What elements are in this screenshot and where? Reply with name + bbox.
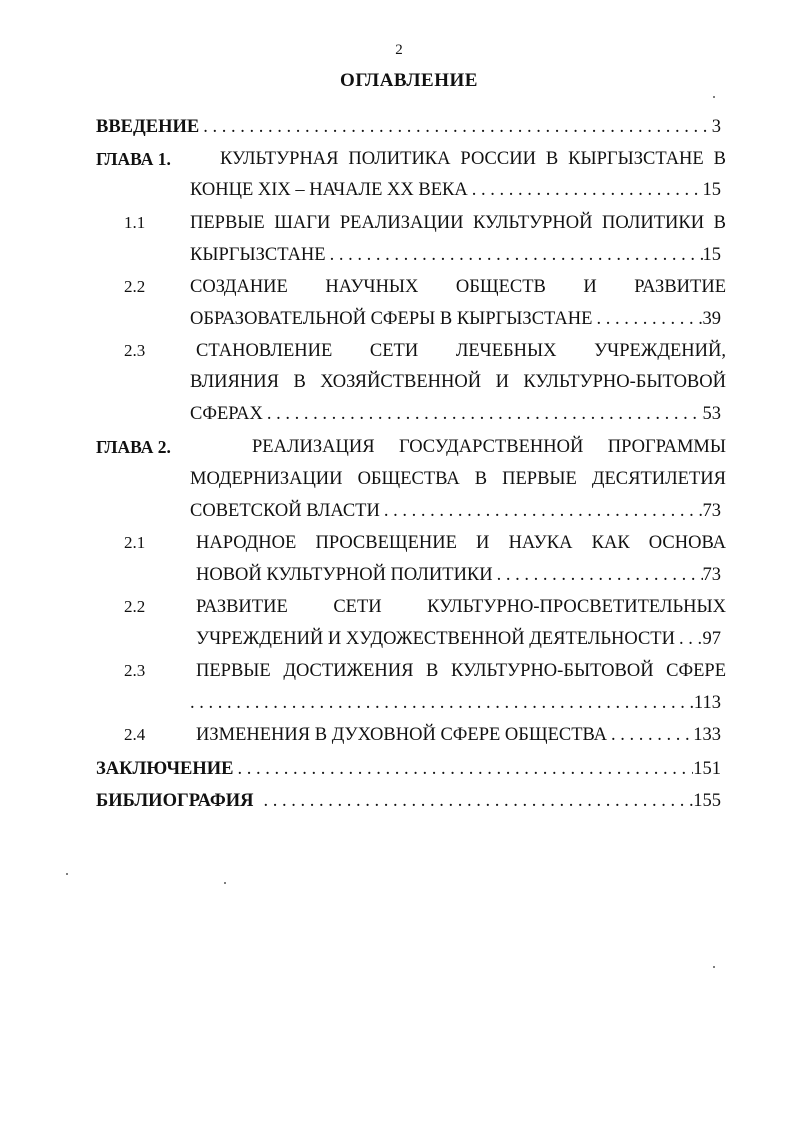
section-number: 2.4 (124, 725, 146, 744)
toc-title-line: ОБРАЗОВАТЕЛЬНОЙ СФЕРЫ В КЫРГЫЗСТАНЕ (190, 309, 593, 329)
dot-leader (675, 624, 703, 654)
toc-title-line: КУЛЬТУРНАЯ ПОЛИТИКА РОССИИ В КЫРГЫЗСТАНЕ В (220, 149, 726, 169)
chapter-label: ГЛАВА 2. (96, 437, 171, 457)
toc-title-line: ИЗМЕНЕНИЯ В ДУХОВНОЙ СФЕРЕ ОБЩЕСТВА (196, 725, 608, 745)
section-number: 2.3 (124, 341, 146, 360)
toc-title-line: КОНЦЕ XIX – НАЧАЛЕ XX ВЕКА (190, 180, 468, 200)
toc-page: 133 (693, 725, 721, 745)
dot-leader (380, 496, 703, 526)
dot-leader (468, 175, 703, 205)
toc-page: 15 (702, 180, 721, 200)
toc-title-line: СОВЕТСКОЙ ВЛАСТИ (190, 501, 380, 521)
dot-leader (592, 304, 702, 334)
toc-page: 73 (702, 501, 721, 521)
toc-title-line: УЧРЕЖДЕНИЙ И ХУДОЖЕСТВЕННОЙ ДЕЯТЕЛЬНОСТИ (196, 629, 675, 649)
page-title: ОГЛАВЛЕНИЕ (340, 70, 478, 91)
dot-leader (263, 399, 703, 429)
dot-leader (190, 688, 694, 718)
section-number: 2.3 (124, 661, 146, 680)
section-number: 2.1 (124, 533, 146, 552)
chapter-label: ГЛАВА 1. (96, 149, 171, 169)
toc-title-line: СОЗДАНИЕ НАУЧНЫХ ОБЩЕСТВ И РАЗВИТИЕ (190, 277, 726, 297)
dot-leader (234, 754, 694, 784)
section-number: 2.2 (124, 277, 146, 296)
dot-leader (607, 720, 693, 750)
toc-page: 97 (702, 629, 721, 649)
scan-speck (66, 873, 68, 875)
dot-leader (326, 240, 703, 270)
toc-page: 73 (702, 565, 721, 585)
toc-title-line: МОДЕРНИЗАЦИИ ОБЩЕСТВА В ПЕРВЫЕ ДЕСЯТИЛЕТИЯ (190, 469, 726, 489)
section-number: 2.2 (124, 597, 146, 616)
page-number: 2 (395, 42, 403, 58)
toc-title-line: НОВОЙ КУЛЬТУРНОЙ ПОЛИТИКИ (196, 565, 493, 585)
toc-label: ВВЕДЕНИЕ (96, 117, 200, 137)
toc-title-line: ВЛИЯНИЯ В ХОЗЯЙСТВЕННОЙ И КУЛЬТУРНО-БЫТОВОЙ (190, 372, 726, 392)
dot-leader (199, 112, 712, 142)
section-number: 1.1 (124, 213, 146, 232)
toc-title-line: ПЕРВЫЕ ДОСТИЖЕНИЯ В КУЛЬТУРНО-БЫТОВОЙ СФЕРЕ (196, 661, 726, 681)
toc-page: 151 (693, 759, 721, 779)
toc-page: 155 (693, 791, 721, 811)
dot-leader (254, 786, 694, 816)
toc-label: БИБЛИОГРАФИЯ (96, 791, 254, 811)
toc-title-line: ПЕРВЫЕ ШАГИ РЕАЛИЗАЦИИ КУЛЬТУРНОЙ ПОЛИТИКИ В (190, 213, 726, 233)
dot-leader (493, 560, 703, 590)
toc-page: 39 (702, 309, 721, 329)
toc-page: 113 (693, 693, 721, 713)
toc-title-line: РЕАЛИЗАЦИЯ ГОСУДАРСТВЕННОЙ ПРОГРАММЫ (252, 437, 726, 457)
toc-title-line: КЫРГЫЗСТАНЕ (190, 245, 326, 265)
toc-page: 15 (702, 245, 721, 265)
scan-speck (713, 966, 715, 968)
scan-speck (713, 96, 715, 98)
toc-title-line: РАЗВИТИЕ СЕТИ КУЛЬТУРНО-ПРОСВЕТИТЕЛЬНЫХ (196, 597, 726, 617)
toc-page: 3 (711, 117, 721, 137)
toc-title-line: НАРОДНОЕ ПРОСВЕЩЕНИЕ И НАУКА КАК ОСНОВА (196, 533, 726, 553)
toc-title-line: СФЕРАХ (190, 404, 263, 424)
toc-title-line: СТАНОВЛЕНИЕ СЕТИ ЛЕЧЕБНЫХ УЧРЕЖДЕНИЙ, (196, 341, 726, 361)
toc-page: 53 (702, 404, 721, 424)
toc-label: ЗАКЛЮЧЕНИЕ (96, 759, 234, 779)
scan-speck (224, 882, 226, 884)
